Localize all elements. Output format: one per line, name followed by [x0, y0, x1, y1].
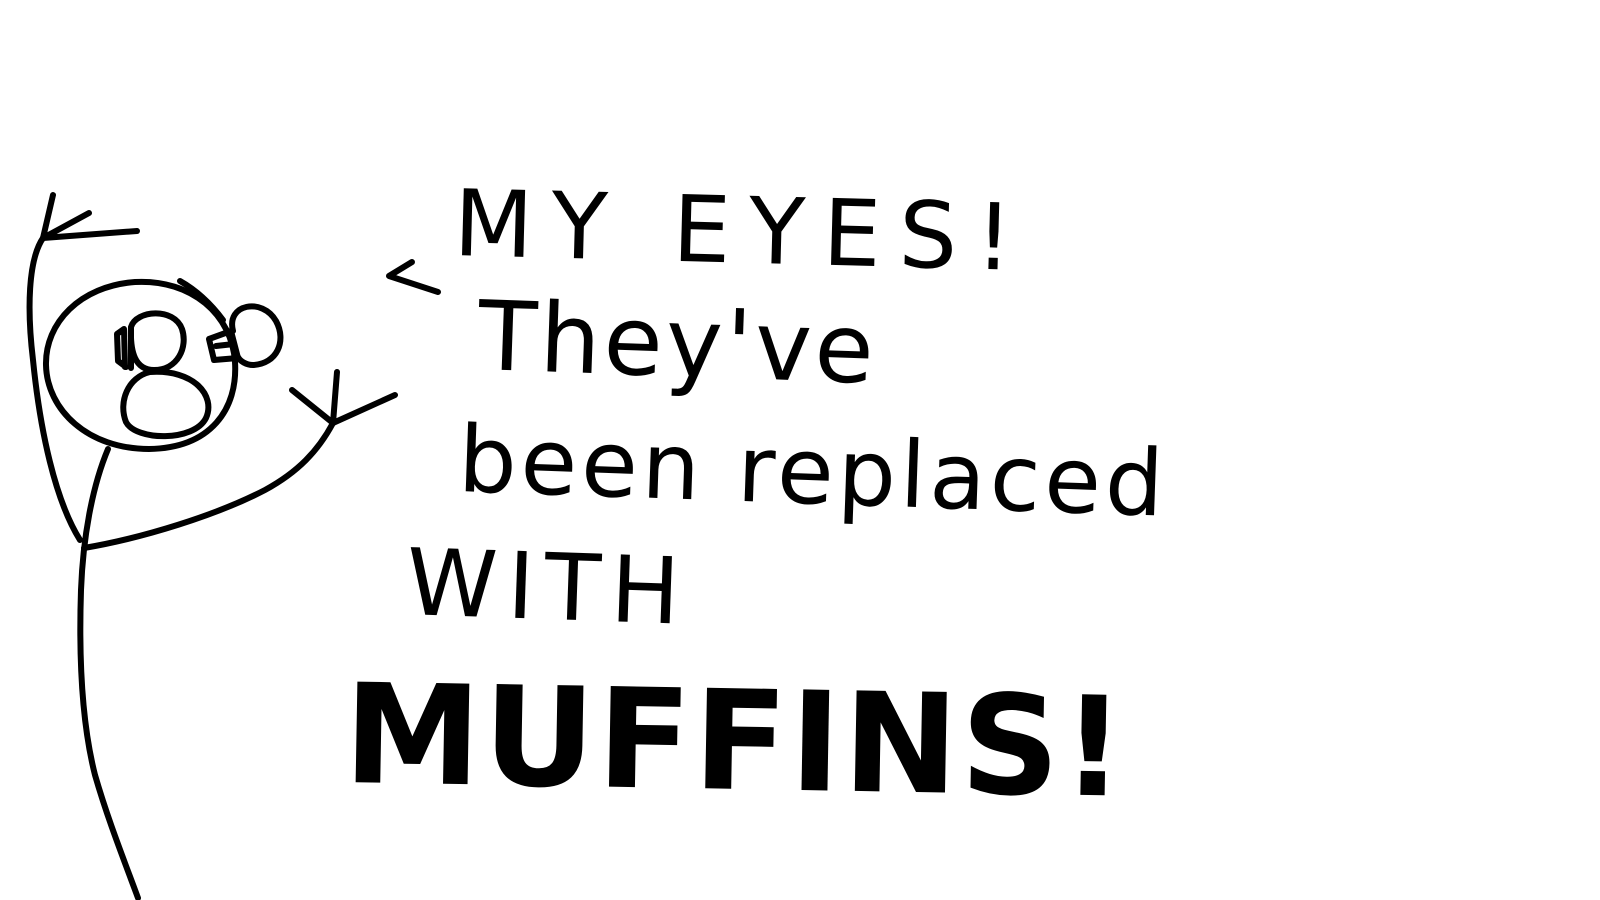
muffin-eye-left — [117, 313, 184, 370]
right-arm — [84, 423, 333, 548]
open-mouth — [123, 372, 208, 436]
muffin-eye-right — [180, 281, 280, 365]
left-arm — [30, 238, 80, 540]
text-with: WITH — [404, 529, 692, 646]
speech-pointer — [389, 262, 438, 292]
exclamation-my-eyes: MY EYES! — [452, 170, 1032, 293]
right-hand — [292, 372, 395, 423]
text-theyve: They've — [476, 280, 879, 406]
exclamation-muffins: MUFFINS! — [342, 654, 1129, 829]
body — [80, 449, 138, 898]
text-been-replaced: been replaced — [456, 406, 1170, 538]
left-hand — [43, 195, 137, 238]
